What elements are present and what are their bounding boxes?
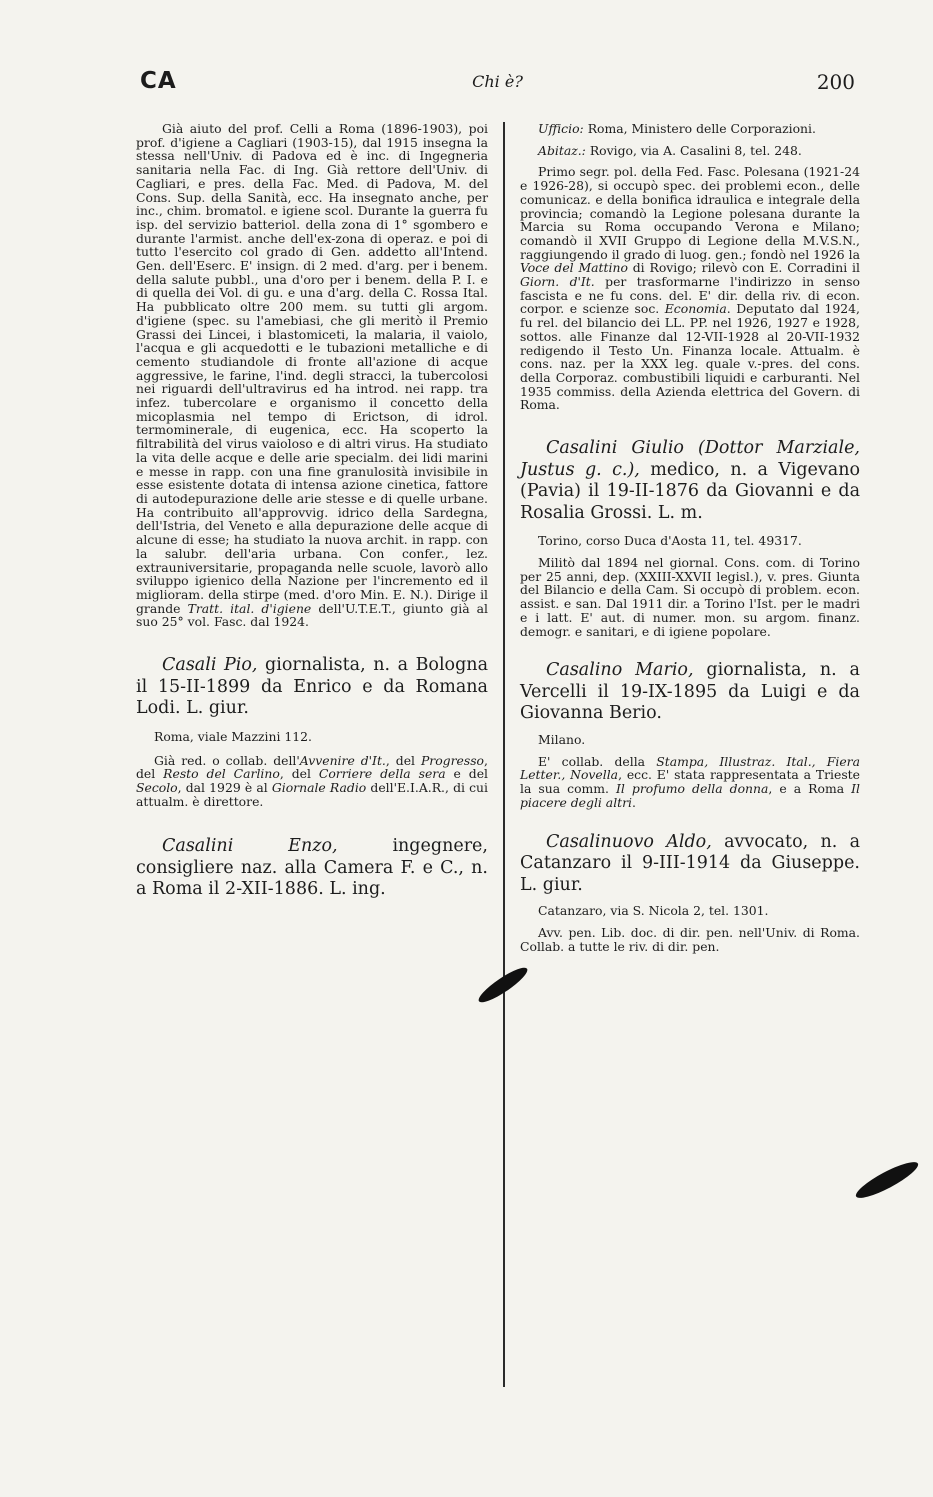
entry-name: Casalini Enzo, xyxy=(162,836,338,857)
entry-address: Milano. xyxy=(538,731,586,747)
entry-name: Casalino Mario, xyxy=(546,660,694,681)
ink-mark-right xyxy=(852,1157,921,1204)
entry-casalini-enzo xyxy=(136,836,488,901)
right-column xyxy=(520,122,860,954)
entry-casalinuovo-aldo xyxy=(520,832,860,954)
office-line: Ufficio: Roma, Ministero delle Corporazioni. xyxy=(538,121,816,136)
entry-address: Catanzaro, via S. Nicola 2, tel. 1301. xyxy=(538,903,769,919)
entry-casalini-giulio xyxy=(520,438,860,638)
entry-heading: Casalino Mario, giornalista, n. a Vercelli il 19-IX-1895 da Luigi e da Giovanna Berio. xyxy=(520,660,860,724)
running-title: Chi è? xyxy=(472,72,523,91)
entry-bio: Già red. o collab. dell'Avvenire d'It., del Progresso, del Resto del Carlino, del Corriere della sera e del Secolo, dal 1929 è al Giornale Radio dell'E.I.A.R., di cui attualm. è direttore. xyxy=(136,752,489,809)
entry-name: Casalinuovo Aldo, xyxy=(546,831,712,852)
entry-casalino-mario xyxy=(520,660,860,809)
entry-address: Torino, corso Duca d'Aosta 11, tel. 49317. xyxy=(538,533,802,549)
entry-address: Roma, viale Mazzini 112. xyxy=(154,728,312,744)
entry-name: Casali Pio, xyxy=(162,655,258,676)
continuation-entry: Già aiuto del prof. Celli a Roma (1896-1903), poi prof. d'igiene a Cagliari (1903-15), dal 1915 insegna la stessa nell'Univ. di Padova ed è inc. di Ingegneria sanitaria nella Fac. di Ing. Già rettore dell'Univ. di Cagliari, e pres. della Fac. Med. di Padova, M. del Cons. Sup. della Sanità, ecc. Ha insegnato anche, per inc., chim. bromatol. e igiene scol. Durante la guerra fu isp. del servizio batteriol. della zona di 1° sgombero e durante l'armist. anche dell'ex-zona di operaz. e poi di tutto l'esercito col grado di Gen. addetto all'Intend. Gen. dell'Eserc. E' insign. di 2 med. d'arg. per i benem. della salute pubbl., una d'oro per i benem. della P. I. e di quella dei Vol. di gu. e una d'arg. della C. Rossa Ital. Ha pubblicato oltre 200 mem. su tutti gli argom. d'igiene (spec. su l'amebiasi, che gli meritò il Premio Grassi dei Lincei, i blastomiceti, la malaria, il vaiolo, l'acqua e gli acquedotti e le tubazioni metalliche e di cemento studiandole di fronte all'azione di acque aggressive, le farine, l'ind. degli stracci, la tubercolosi nei riguardi dell'ultravirus ed ha introd. nei rapp. tra infez. tubercolare e organismo il concetto della micoplasmia nel tempo di Erictson, di idrol. termominerale, di eugenica, ecc. Ha scoperto la filtrabilità del virus vaioloso e di altri virus. Ha studiato la vita delle acque e delle arie specialm. dei lidi marini e messe in rapp. con una fine granulosità invisibile in esse esistente dotata di intensa azione cinetica, fattore di autodepurazione delle arie stesse e di quelle urbane. Ha contribuito all'approvvig. idrico della Sardegna, dell'Istria, del Veneto e alla depurazione delle acque di alcune di esse; ha studiato la nuova archit. in rapp. con la salubr. dell'aria urbana. Con confer., lez. extrauniversitarie, propaganda nelle scuole, lavorò allo sviluppo igienico della Nazione per l'incremento ed il miglioram. della stirpe (med. d'oro Min. E. N.). Dirige il grande Tratt. ital. d'igiene dell'U.T.E.T., giunto già al suo 25° vol. Fasc. dal 1924. xyxy=(136,121,488,630)
page-header xyxy=(140,68,855,102)
continuation-bio: Primo segr. pol. della Fed. Fasc. Polesana (1921-24 e 1926-28), si occupò spec. dei problemi econ., delle comunicaz. e della bonifica idraulica e integrale della provincia; comandò la Legione polesana durante la Marcia su Roma occupando Verona e Milano; comandò il XVII Gruppo di Legione della M.V.S.N., raggiungendo il grado di luog. gen.; fondò nel 1926 la Voce del Mattino di Rovigo; rilevò con E. Corradini il Giorn. d'It. per trasformarne l'indirizzo in senso fascista e ne fu cons. del. E' dir. della riv. di econ. corpor. e scienze soc. Economia. Deputato dal 1924, fu rel. del bilancio dei LL. PP. nel 1926, 1927 e 1928, sottos. alle Finanze dal 12-VII-1928 al 20-VII-1932 redigendo il Testo Un. Finanza locale. Attualm. è cons. naz. per la XXX leg. quale v.-pres. del cons. della Corporaz. combustibili liquidi e carburanti. Nel 1935 commiss. della Azienda elettrica del Govern. di Roma. xyxy=(520,164,860,413)
entry-heading: Casalini Enzo, ingegnere, consigliere naz. alla Camera F. e C., n. a Roma il 2-XII-1886. L. ing. xyxy=(136,836,488,900)
entry-casali-pio xyxy=(136,655,488,808)
column-divider xyxy=(503,122,505,1387)
home-line: Abitaz.: Rovigo, via A. Casalini 8, tel. 248. xyxy=(538,142,802,158)
left-column xyxy=(136,122,488,901)
entry-heading: Casali Pio, giornalista, n. a Bologna il 15-II-1899 da Enrico e da Romana Lodi. L. giur. xyxy=(136,655,489,719)
entry-heading: Casalinuovo Aldo, avvocato, n. a Catanzaro il 9-III-1914 da Giuseppe. L. giur. xyxy=(520,831,861,895)
section-letters: CA xyxy=(140,68,177,94)
entry-bio: Avv. pen. Lib. doc. di dir. pen. nell'Univ. di Roma. Collab. a tutte le riv. di dir. pen. xyxy=(520,925,860,954)
page-number: 200 xyxy=(816,70,855,94)
entry-name: Casalini Giulio (Dottor Marziale, Justus g. c.), xyxy=(520,438,860,480)
entry-heading: Casalini Giulio (Dottor Marziale, Justus g. c.), medico, n. a Vigevano (Pavia) il 19-II-1876 da Giovanni e da Rosalia Grossi. L. m. xyxy=(520,438,860,523)
entry-bio: E' collab. della Stampa, Illustraz. Ital., Fiera Letter., Novella, ecc. E' stata rappresentata a Trieste la sua comm. Il profumo della donna, e a Roma Il piacere degli altri. xyxy=(520,753,860,810)
entry-bio: Militò dal 1894 nel giornal. Cons. com. di Torino per 25 anni, dep. (XXIII-XXVII legisl.), v. pres. Giunta del Bilancio e della Cam. Si occupò di problem. econ. assist. e san. Dal 1911 dir. a Torino l'Ist. per le madri e i latt. E' aut. di numer. mon. su argom. finanz. demogr. e sanitari, e di igiene popolare. xyxy=(520,555,860,639)
